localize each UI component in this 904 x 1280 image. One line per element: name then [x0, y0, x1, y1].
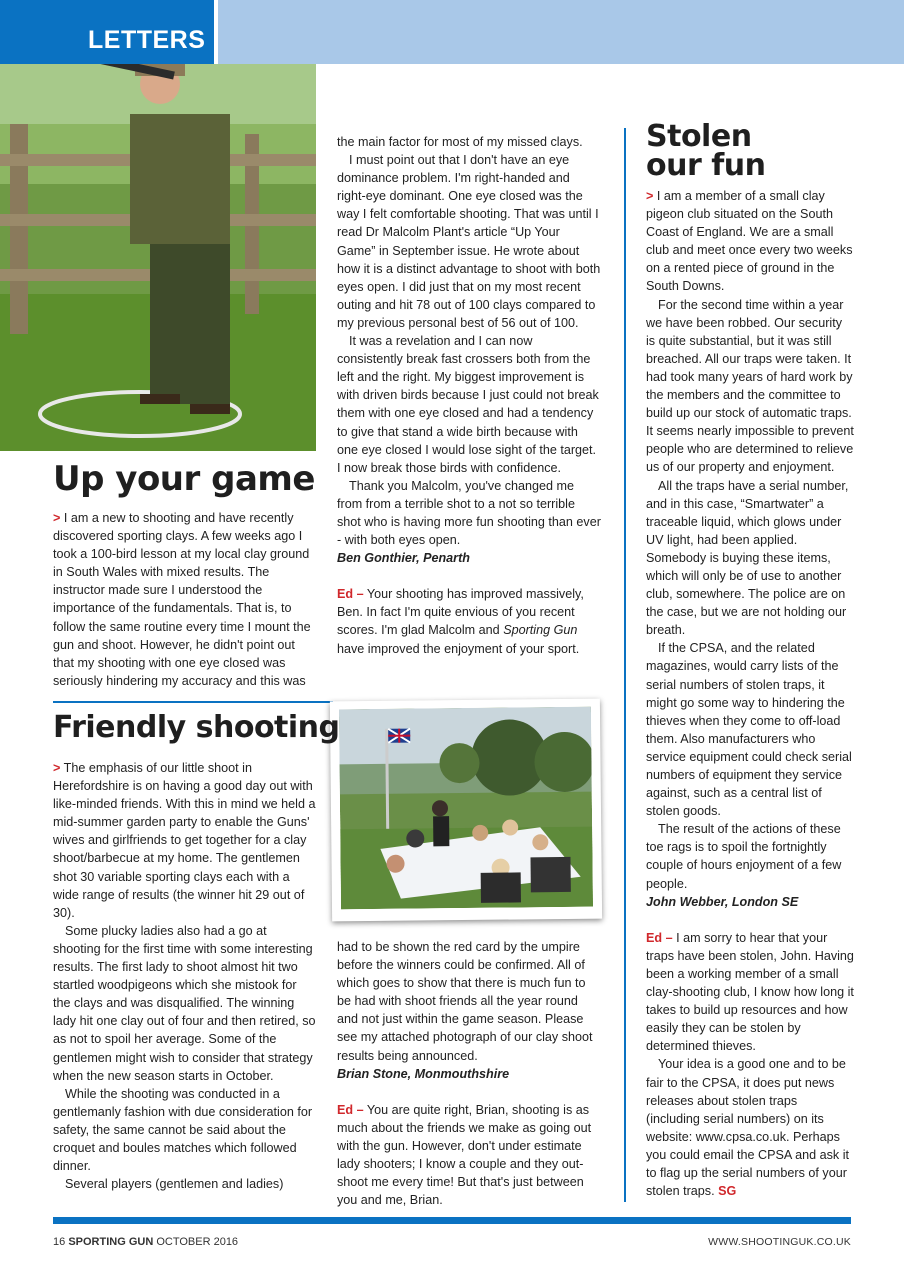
letter2-body-part2	[337, 938, 601, 1209]
arrow-icon: >	[646, 189, 654, 203]
letter3-ed-label: Ed –	[646, 930, 673, 945]
column-divider	[624, 128, 626, 1202]
letter3-title-line1: Stolen	[646, 119, 752, 154]
magazine-brand: SPORTING GUN	[68, 1236, 154, 1248]
letter3-ed-sign: SG	[718, 1184, 737, 1199]
garden-party-photo	[339, 707, 593, 910]
letter2-title: Friendly shooting	[53, 710, 340, 745]
garden-party-photo-frame	[330, 699, 602, 922]
letter2-p1: The emphasis of our little shoot in Herefordshire is on having a good day out with like-minded friends. With this in mind we held a mid-summer garden party to enable the Guns' wives and girlfriends to get together for a clay shoot/barbecue at my home. The gentlemen shot 30 variable sporting clays each with a wide range of results (the winner hit 29 out of 30).	[53, 761, 316, 920]
letter3-p2: For the second time within a year we have been robbed. Our security is quite substantial, but it was still breached. All our traps were taken. It had took many years of hard work by the members and the committee to build up our stock of automatic traps. It seems nearly impossible to prevent people who are determined to relieve us of our property and enjoyment.	[646, 297, 854, 475]
shooter-photo	[0, 64, 316, 451]
letter1-p4: Thank you Malcolm, you've changed me from from a terrible shot to a not so terrible shot who is having more fun shooting than ever - with both eyes open.	[337, 478, 601, 548]
letter1-body-part2	[337, 133, 601, 658]
letter3-ed-p2: Your idea is a good one and to be fair to the CPSA, it does put news releases about stolen traps (including serial numbers) on its website: www.cpsa.co.uk. Perhaps you could email the CPSA and ask it to flag up the serial numbers of your stolen traps.	[646, 1057, 850, 1199]
letter2-p3: While the shooting was conducted in a gentlemanly fashion with due consideration for safety, the same cannot be said about the croquet and boules matches which followed dinner.	[53, 1086, 313, 1174]
letter2-editor-reply	[337, 1101, 601, 1210]
letter1-ed-label: Ed –	[337, 587, 364, 602]
website-url[interactable]: WWW.SHOOTINGUK.CO.UK	[708, 1236, 851, 1248]
letter1-signature: Ben Gonthier, Penarth	[337, 551, 470, 566]
letter1-title: Up your game	[53, 459, 315, 499]
arrow-icon: >	[53, 511, 61, 525]
letter3-editor-reply-2	[646, 1055, 854, 1200]
letter2-p2: Some plucky ladies also had a go at shooting for the first time with some interesting results. The first lady to shoot almost hit two startled woodpigeons which she mistook for the clays and was disqualified. The winning lady hit one clay out of four and then retired, so as not to spoil her average. Some of the gentlemen might wish to consider that strategy when the new season starts in October.	[53, 923, 316, 1083]
section-label: LETTERS	[88, 26, 206, 54]
footer-bar	[53, 1217, 851, 1224]
page-number: 16	[53, 1236, 66, 1248]
letter2-body-part1	[53, 759, 316, 1193]
issue-date: OCTOBER 2016	[156, 1236, 239, 1248]
letter3-p1: I am a member of a small clay pigeon club situated on the South Coast of England. We are a small club and meet once every two weeks on a rented piece of ground in the South Downs.	[646, 189, 853, 294]
arrow-icon: >	[53, 761, 61, 775]
footer-folio	[53, 1236, 238, 1248]
letter3-ed-text: I am sorry to hear that your traps have been stolen, John. Having been a working member of a small clay-shooting club, I know how long it takes to build up resources and how easily they can be stolen by determined thieves.	[646, 930, 854, 1054]
letter2-signature: Brian Stone, Monmouthshire	[337, 1066, 510, 1081]
letter3-title-line2: our fun	[646, 148, 766, 183]
letter3-p5: The result of the actions of these toe rags is to spoil the fortnightly couple of hours enjoyment of a few people.	[646, 822, 842, 891]
header-band-light	[218, 0, 904, 64]
letter3-signature: John Webber, London SE	[646, 894, 799, 909]
letter2-ed-label: Ed –	[337, 1102, 364, 1117]
letter3-p4: If the CPSA, and the related magazines, would carry lists of the serial numbers of stolen traps, it might go some way to hindering the thieves when they come to off-load them. Also manufacturers who service equipment could check serial numbers of equipment they service against, such as a central list of stolen goods.	[646, 641, 852, 819]
section-divider	[53, 701, 333, 703]
letter3-title	[646, 119, 766, 183]
letter1-ed-italic: Sporting Gun	[503, 623, 578, 638]
letter3-editor-reply	[646, 929, 854, 1056]
letter1-ed-text-b: have improved the enjoyment of your sport.	[337, 641, 580, 656]
letter1-editor-reply	[337, 585, 601, 657]
letter3-body	[646, 187, 854, 1200]
letter2-p4-a: Several players (gentlemen and ladies)	[65, 1177, 284, 1192]
letter1-p3: It was a revelation and I can now consistently break fast crossers both from the left and the right. My biggest improvement is with driven birds because I just could not break them with one eye closed and had a tendency to give that stand a wide birth because with one eye closed I would lose sight of the target. I now break those birds with confidence.	[337, 334, 599, 475]
letter1-p1-a: I am a new to shooting and have recently discovered sporting clays. A few weeks ago I took a 100-bird lesson at my local clay ground in South Wales with mixed results. The instructor made sure I understood the importance of the fundamentals. That is, to follow the same routine every time I mount the gun and shoot. However, he didn't point out that my shooting with one eye closed was seriously hindering my accuracy and this was	[53, 511, 311, 688]
letter1-ed-text-a: Your shooting has improved massively, Ben. In fact I'm quite envious of you recent scores. I'm glad Malcolm and	[337, 587, 584, 638]
letter1-body-part1	[53, 509, 316, 690]
letter1-p1-b: the main factor for most of my missed clays.	[337, 135, 583, 149]
letter3-p3: All the traps have a serial number, and in this case, “Smartwater” a traceable liquid, which glows under UV light, had been applied. Somebody is buying these items, which will only be of use to another club, somewhere. The police are on the case, but we are not holding our breath.	[646, 478, 849, 638]
letter1-p2: I must point out that I don't have an eye dominance problem. I'm right-handed and right-eye dominant. One eye closed was the way I felt comfortable shooting. That was until I read Dr Malcolm Plant's article “Up Your Game” in September issue. He wrote about how it is a distinct advantage to shoot with both eyes open. I did just that on my most recent outing and hit 78 out of 100 clays compared to my previous personal best of 56 out of 100.	[337, 153, 601, 330]
letter2-ed-text: You are quite right, Brian, shooting is as much about the friends we make as going out with the gun. However, don't under estimate lady shooters; I know a couple and they out-shoot me every time! But that's just between you and me, Brian.	[337, 1102, 592, 1208]
letter2-p4-b: had to be shown the red card by the umpire before the winners could be confirmed. All of which goes to show that there is much fun to be had with shoot friends all the year round and not just within the game season. Please see my attached photograph of our clay shoot results being announced.	[337, 940, 593, 1063]
